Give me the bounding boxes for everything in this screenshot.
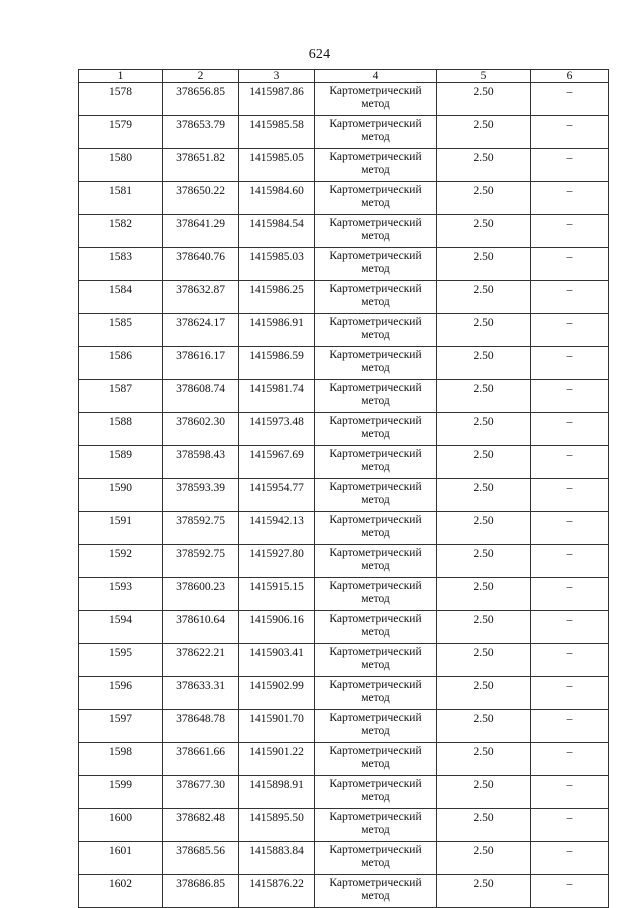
point-number-cell: 1595 xyxy=(79,644,163,677)
method-text-line-1: Картометрический xyxy=(329,415,422,427)
method-cell xyxy=(315,611,437,644)
method-text-line-1: Картометрический xyxy=(329,580,422,592)
method-text-line-2: метод xyxy=(361,263,390,275)
point-number-cell: 1590 xyxy=(79,479,163,512)
method-text-line-1: Картометрический xyxy=(329,316,422,328)
table-row xyxy=(79,842,609,875)
method-text-line-1: Картометрический xyxy=(329,646,422,658)
method-text-line-2: метод xyxy=(361,98,390,110)
note-cell: – xyxy=(531,776,609,809)
note-cell: – xyxy=(531,314,609,347)
table-row xyxy=(79,743,609,776)
column-header-3: 3 xyxy=(239,70,315,83)
table-row xyxy=(79,281,609,314)
note-cell: – xyxy=(531,743,609,776)
point-number-cell: 1593 xyxy=(79,578,163,611)
point-number-cell: 1579 xyxy=(79,116,163,149)
table-row xyxy=(79,380,609,413)
method-text-line-1: Картометрический xyxy=(329,778,422,790)
method-text-line-2: метод xyxy=(361,230,390,242)
method-cell xyxy=(315,809,437,842)
x-coordinate-cell: 378650.22 xyxy=(163,182,239,215)
table-body xyxy=(79,83,609,908)
accuracy-cell: 2.50 xyxy=(437,578,531,611)
table-row xyxy=(79,314,609,347)
method-text-line-1: Картометрический xyxy=(329,118,422,130)
table-row xyxy=(79,248,609,281)
method-cell xyxy=(315,875,437,908)
table-row xyxy=(79,83,609,116)
point-number-cell: 1580 xyxy=(79,149,163,182)
table-row xyxy=(79,776,609,809)
y-coordinate-cell: 1415985.05 xyxy=(239,149,315,182)
accuracy-cell: 2.50 xyxy=(437,710,531,743)
method-cell xyxy=(315,644,437,677)
point-number-cell: 1592 xyxy=(79,545,163,578)
y-coordinate-cell: 1415883.84 xyxy=(239,842,315,875)
y-coordinate-cell: 1415985.03 xyxy=(239,248,315,281)
note-cell: – xyxy=(531,149,609,182)
y-coordinate-cell: 1415984.54 xyxy=(239,215,315,248)
accuracy-cell: 2.50 xyxy=(437,347,531,380)
table-row xyxy=(79,182,609,215)
x-coordinate-cell: 378685.56 xyxy=(163,842,239,875)
point-number-cell: 1586 xyxy=(79,347,163,380)
point-number-cell: 1582 xyxy=(79,215,163,248)
method-text-line-2: метод xyxy=(361,164,390,176)
method-text-line-2: метод xyxy=(361,329,390,341)
method-cell xyxy=(315,743,437,776)
x-coordinate-cell: 378616.17 xyxy=(163,347,239,380)
method-text-line-2: метод xyxy=(361,791,390,803)
x-coordinate-cell: 378624.17 xyxy=(163,314,239,347)
note-cell: – xyxy=(531,644,609,677)
method-cell xyxy=(315,347,437,380)
table-row xyxy=(79,512,609,545)
method-text-line-2: метод xyxy=(361,527,390,539)
method-text-line-1: Картометрический xyxy=(329,448,422,460)
note-cell: – xyxy=(531,446,609,479)
method-text-line-1: Картометрический xyxy=(329,844,422,856)
x-coordinate-cell: 378640.76 xyxy=(163,248,239,281)
note-cell: – xyxy=(531,413,609,446)
point-number-cell: 1598 xyxy=(79,743,163,776)
method-text-line-1: Картометрический xyxy=(329,85,422,97)
coordinates-table xyxy=(78,69,609,908)
x-coordinate-cell: 378608.74 xyxy=(163,380,239,413)
x-coordinate-cell: 378677.30 xyxy=(163,776,239,809)
y-coordinate-cell: 1415986.59 xyxy=(239,347,315,380)
method-text-line-2: метод xyxy=(361,428,390,440)
note-cell: – xyxy=(531,347,609,380)
accuracy-cell: 2.50 xyxy=(437,149,531,182)
point-number-cell: 1587 xyxy=(79,380,163,413)
method-cell xyxy=(315,215,437,248)
method-text-line-1: Картометрический xyxy=(329,514,422,526)
note-cell: – xyxy=(531,875,609,908)
method-cell xyxy=(315,380,437,413)
column-header-1: 1 xyxy=(79,70,163,83)
y-coordinate-cell: 1415954.77 xyxy=(239,479,315,512)
point-number-cell: 1597 xyxy=(79,710,163,743)
y-coordinate-cell: 1415901.70 xyxy=(239,710,315,743)
point-number-cell: 1585 xyxy=(79,314,163,347)
point-number-cell: 1600 xyxy=(79,809,163,842)
accuracy-cell: 2.50 xyxy=(437,116,531,149)
method-text-line-1: Картометрический xyxy=(329,877,422,889)
table-row xyxy=(79,446,609,479)
accuracy-cell: 2.50 xyxy=(437,512,531,545)
method-text-line-2: метод xyxy=(361,296,390,308)
method-text-line-2: метод xyxy=(361,692,390,704)
note-cell: – xyxy=(531,842,609,875)
point-number-cell: 1578 xyxy=(79,83,163,116)
accuracy-cell: 2.50 xyxy=(437,380,531,413)
y-coordinate-cell: 1415927.80 xyxy=(239,545,315,578)
column-header-6: 6 xyxy=(531,70,609,83)
x-coordinate-cell: 378648.78 xyxy=(163,710,239,743)
method-text-line-2: метод xyxy=(361,362,390,374)
point-number-cell: 1599 xyxy=(79,776,163,809)
note-cell: – xyxy=(531,215,609,248)
method-text-line-2: метод xyxy=(361,890,390,902)
note-cell: – xyxy=(531,182,609,215)
x-coordinate-cell: 378602.30 xyxy=(163,413,239,446)
x-coordinate-cell: 378686.85 xyxy=(163,875,239,908)
method-text-line-1: Картометрический xyxy=(329,547,422,559)
x-coordinate-cell: 378641.29 xyxy=(163,215,239,248)
table-header-row xyxy=(79,70,609,83)
table-row xyxy=(79,710,609,743)
point-number-cell: 1588 xyxy=(79,413,163,446)
y-coordinate-cell: 1415902.99 xyxy=(239,677,315,710)
x-coordinate-cell: 378653.79 xyxy=(163,116,239,149)
y-coordinate-cell: 1415898.91 xyxy=(239,776,315,809)
accuracy-cell: 2.50 xyxy=(437,545,531,578)
x-coordinate-cell: 378682.48 xyxy=(163,809,239,842)
point-number-cell: 1591 xyxy=(79,512,163,545)
note-cell: – xyxy=(531,380,609,413)
accuracy-cell: 2.50 xyxy=(437,413,531,446)
note-cell: – xyxy=(531,710,609,743)
table-row xyxy=(79,644,609,677)
method-cell xyxy=(315,776,437,809)
point-number-cell: 1589 xyxy=(79,446,163,479)
point-number-cell: 1584 xyxy=(79,281,163,314)
method-cell xyxy=(315,710,437,743)
method-text-line-2: метод xyxy=(361,395,390,407)
column-header-2: 2 xyxy=(163,70,239,83)
table-row xyxy=(79,809,609,842)
method-cell xyxy=(315,83,437,116)
table-row xyxy=(79,611,609,644)
method-text-line-2: метод xyxy=(361,461,390,473)
method-cell xyxy=(315,413,437,446)
method-cell xyxy=(315,116,437,149)
method-cell xyxy=(315,677,437,710)
x-coordinate-cell: 378622.21 xyxy=(163,644,239,677)
table-row xyxy=(79,149,609,182)
column-header-4: 4 xyxy=(315,70,437,83)
y-coordinate-cell: 1415986.91 xyxy=(239,314,315,347)
method-text-line-2: метод xyxy=(361,197,390,209)
method-cell xyxy=(315,545,437,578)
y-coordinate-cell: 1415942.13 xyxy=(239,512,315,545)
x-coordinate-cell: 378598.43 xyxy=(163,446,239,479)
accuracy-cell: 2.50 xyxy=(437,644,531,677)
y-coordinate-cell: 1415967.69 xyxy=(239,446,315,479)
note-cell: – xyxy=(531,677,609,710)
method-text-line-2: метод xyxy=(361,857,390,869)
y-coordinate-cell: 1415903.41 xyxy=(239,644,315,677)
method-text-line-2: метод xyxy=(361,131,390,143)
method-text-line-1: Картометрический xyxy=(329,217,422,229)
note-cell: – xyxy=(531,281,609,314)
table-row xyxy=(79,875,609,908)
method-cell xyxy=(315,281,437,314)
method-text-line-2: метод xyxy=(361,626,390,638)
table-row xyxy=(79,347,609,380)
accuracy-cell: 2.50 xyxy=(437,314,531,347)
method-text-line-1: Картометрический xyxy=(329,250,422,262)
method-cell xyxy=(315,149,437,182)
accuracy-cell: 2.50 xyxy=(437,611,531,644)
x-coordinate-cell: 378651.82 xyxy=(163,149,239,182)
y-coordinate-cell: 1415895.50 xyxy=(239,809,315,842)
point-number-cell: 1596 xyxy=(79,677,163,710)
y-coordinate-cell: 1415915.15 xyxy=(239,578,315,611)
x-coordinate-cell: 378661.66 xyxy=(163,743,239,776)
accuracy-cell: 2.50 xyxy=(437,215,531,248)
x-coordinate-cell: 378600.23 xyxy=(163,578,239,611)
method-text-line-1: Картометрический xyxy=(329,349,422,361)
note-cell: – xyxy=(531,578,609,611)
accuracy-cell: 2.50 xyxy=(437,446,531,479)
y-coordinate-cell: 1415981.74 xyxy=(239,380,315,413)
method-text-line-1: Картометрический xyxy=(329,679,422,691)
method-text-line-1: Картометрический xyxy=(329,613,422,625)
method-cell xyxy=(315,446,437,479)
table-row xyxy=(79,413,609,446)
x-coordinate-cell: 378633.31 xyxy=(163,677,239,710)
method-text-line-1: Картометрический xyxy=(329,151,422,163)
x-coordinate-cell: 378610.64 xyxy=(163,611,239,644)
note-cell: – xyxy=(531,116,609,149)
x-coordinate-cell: 378592.75 xyxy=(163,545,239,578)
accuracy-cell: 2.50 xyxy=(437,842,531,875)
method-cell xyxy=(315,512,437,545)
method-text-line-1: Картометрический xyxy=(329,811,422,823)
point-number-cell: 1601 xyxy=(79,842,163,875)
y-coordinate-cell: 1415973.48 xyxy=(239,413,315,446)
accuracy-cell: 2.50 xyxy=(437,83,531,116)
table-row xyxy=(79,116,609,149)
method-text-line-1: Картометрический xyxy=(329,745,422,757)
y-coordinate-cell: 1415876.22 xyxy=(239,875,315,908)
note-cell: – xyxy=(531,611,609,644)
method-text-line-1: Картометрический xyxy=(329,481,422,493)
table-row xyxy=(79,677,609,710)
point-number-cell: 1581 xyxy=(79,182,163,215)
method-cell xyxy=(315,578,437,611)
table-row xyxy=(79,545,609,578)
column-header-5: 5 xyxy=(437,70,531,83)
method-text-line-2: метод xyxy=(361,758,390,770)
method-text-line-2: метод xyxy=(361,593,390,605)
method-text-line-2: метод xyxy=(361,725,390,737)
method-cell xyxy=(315,248,437,281)
method-cell xyxy=(315,479,437,512)
accuracy-cell: 2.50 xyxy=(437,677,531,710)
page-number: 624 xyxy=(308,47,331,62)
accuracy-cell: 2.50 xyxy=(437,182,531,215)
x-coordinate-cell: 378592.75 xyxy=(163,512,239,545)
point-number-cell: 1594 xyxy=(79,611,163,644)
point-number-cell: 1583 xyxy=(79,248,163,281)
y-coordinate-cell: 1415987.86 xyxy=(239,83,315,116)
note-cell: – xyxy=(531,545,609,578)
accuracy-cell: 2.50 xyxy=(437,743,531,776)
accuracy-cell: 2.50 xyxy=(437,281,531,314)
y-coordinate-cell: 1415985.58 xyxy=(239,116,315,149)
note-cell: – xyxy=(531,248,609,281)
y-coordinate-cell: 1415906.16 xyxy=(239,611,315,644)
y-coordinate-cell: 1415984.60 xyxy=(239,182,315,215)
method-text-line-1: Картометрический xyxy=(329,382,422,394)
method-text-line-2: метод xyxy=(361,560,390,572)
x-coordinate-cell: 378656.85 xyxy=(163,83,239,116)
method-text-line-2: метод xyxy=(361,494,390,506)
note-cell: – xyxy=(531,479,609,512)
note-cell: – xyxy=(531,83,609,116)
method-cell xyxy=(315,314,437,347)
table-row xyxy=(79,215,609,248)
method-text-line-2: метод xyxy=(361,659,390,671)
note-cell: – xyxy=(531,809,609,842)
table-row xyxy=(79,479,609,512)
y-coordinate-cell: 1415901.22 xyxy=(239,743,315,776)
method-text-line-1: Картометрический xyxy=(329,712,422,724)
x-coordinate-cell: 378632.87 xyxy=(163,281,239,314)
accuracy-cell: 2.50 xyxy=(437,479,531,512)
note-cell: – xyxy=(531,512,609,545)
table-row xyxy=(79,578,609,611)
method-text-line-2: метод xyxy=(361,824,390,836)
accuracy-cell: 2.50 xyxy=(437,248,531,281)
method-text-line-1: Картометрический xyxy=(329,184,422,196)
accuracy-cell: 2.50 xyxy=(437,875,531,908)
point-number-cell: 1602 xyxy=(79,875,163,908)
method-cell xyxy=(315,182,437,215)
method-cell xyxy=(315,842,437,875)
method-text-line-1: Картометрический xyxy=(329,283,422,295)
y-coordinate-cell: 1415986.25 xyxy=(239,281,315,314)
x-coordinate-cell: 378593.39 xyxy=(163,479,239,512)
accuracy-cell: 2.50 xyxy=(437,809,531,842)
accuracy-cell: 2.50 xyxy=(437,776,531,809)
